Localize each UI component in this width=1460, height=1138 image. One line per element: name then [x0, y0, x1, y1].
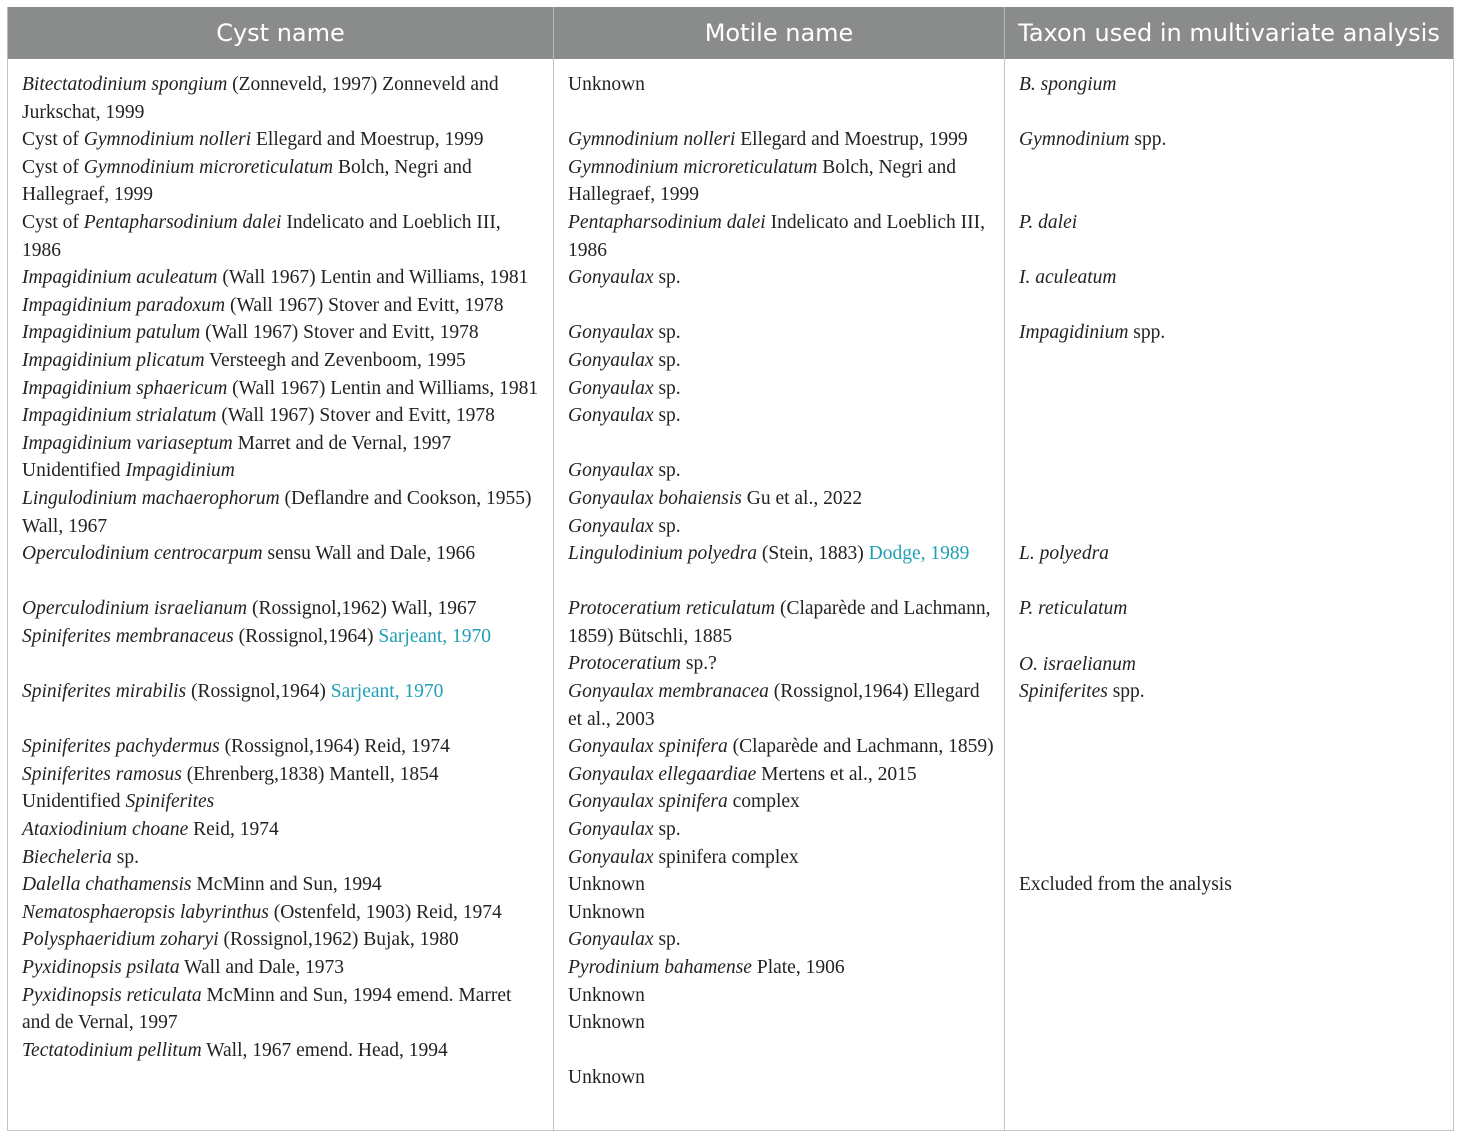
cyst-entry: Tectatodinium pellitum Wall, 1967 emend. Head, 1994 — [22, 1039, 448, 1061]
motile-entry: Gonyaulax sp. — [568, 929, 681, 951]
motile-entry: Protoceratium sp.? — [568, 653, 717, 675]
motile-entry: Unknown — [568, 901, 645, 923]
cyst-entry: Pyxidinopsis psilata Wall and Dale, 1973 — [22, 957, 344, 978]
motile-entry: Gonyaulax sp. — [568, 515, 681, 537]
motile-entry: Gymnodinium microreticulatum Bolch, Negri and Hallegraef, 1999 — [568, 156, 956, 206]
header-motile-name: Motile name — [554, 7, 1005, 59]
cyst-entry: Cyst of Pentapharsodinium dalei Indelicato and Loeblich III, 1986 — [22, 211, 501, 261]
cyst-entry: Cyst of Gymnodinium nolleri Ellegard and Moestrup, 1999 — [22, 129, 484, 151]
motile-entry: Gonyaulax sp. — [568, 460, 681, 482]
cyst-entry: Spiniferites membranaceus (Rossignol,1964) Sarjeant, 1970 — [22, 625, 492, 647]
citation-link[interactable]: Sarjeant, 1970 — [330, 681, 444, 703]
motile-entry: Protoceratium reticulatum (Claparède and Lachmann, 1859) Bütschli, 1885 — [568, 598, 991, 647]
taxon-entry: Gymnodinium spp. — [1019, 129, 1167, 151]
cyst-entry: Operculodinium centrocarpum sensu Wall and Dale, 1966 — [22, 543, 476, 565]
cyst-entry: Nematosphaeropsis labyrinthus (Ostenfeld, 1903) Reid, 1974 — [22, 901, 502, 923]
motile-entry: Gonyaulax spinifera complex — [568, 791, 800, 813]
citation-link[interactable]: Dodge, 1989 — [868, 543, 970, 565]
motile-entry: Pyrodinium bahamense Plate, 1906 — [568, 957, 845, 978]
header-row — [8, 7, 1454, 59]
cyst-entry: Bitectatodinium spongium (Zonneveld, 1997) Zonneveld and Jurkschat, 1999 — [22, 74, 499, 123]
cyst-entry: Polysphaeridium zoharyi (Rossignol,1962) Bujak, 1980 — [22, 929, 459, 951]
taxon-entry: Spiniferites spp. — [1019, 681, 1145, 703]
cyst-entry: Lingulodinium machaerophorum (Deflandre and Cookson, 1955) Wall, 1967 — [22, 487, 532, 537]
motile-entry: Gonyaulax sp. — [568, 267, 681, 289]
cyst-entry: Impagidinium patulum (Wall 1967) Stover and Evitt, 1978 — [22, 322, 479, 344]
cyst-entry: Spiniferites ramosus (Ehrenberg,1838) Mantell, 1854 — [22, 763, 439, 785]
cyst-entry: Operculodinium israelianum (Rossignol,1962) Wall, 1967 — [22, 598, 477, 620]
header-taxon: Taxon used in multivariate analysis — [1005, 7, 1454, 59]
header-cyst-name: Cyst name — [8, 7, 554, 59]
cyst-entry: Unidentified Impagidinium — [22, 460, 235, 482]
taxonomy-table — [7, 7, 1454, 1131]
motile-entry: Gonyaulax spinifera complex — [568, 846, 799, 868]
motile-entry: Gonyaulax ellegaardiae Mertens et al., 2015 — [568, 763, 917, 785]
motile-entry: Gonyaulax sp. — [568, 349, 681, 371]
taxon-entry: P. dalei — [1019, 211, 1078, 233]
taxon-column — [1005, 59, 1454, 1131]
cyst-entry: Impagidinium sphaericum (Wall 1967) Lentin and Williams, 1981 — [22, 377, 539, 399]
taxon-entry: O. israelianum — [1019, 653, 1136, 675]
cyst-entry: Pyxidinopsis reticulata McMinn and Sun, 1994 emend. Marret and de Vernal, 1997 — [22, 984, 512, 1034]
motile-entry: Gonyaulax sp. — [568, 322, 681, 344]
taxon-entry: Impagidinium spp. — [1019, 322, 1166, 344]
motile-entry: Gonyaulax sp. — [568, 405, 681, 427]
cyst-entry: Impagidinium strialatum (Wall 1967) Stover and Evitt, 1978 — [22, 405, 495, 427]
cyst-entry: Impagidinium plicatum Versteegh and Zevenboom, 1995 — [22, 349, 466, 371]
taxon-entry: L. polyedra — [1019, 543, 1109, 565]
cyst-entry: Ataxiodinium choane Reid, 1974 — [22, 819, 279, 841]
cyst-entry: Dalella chathamensis McMinn and Sun, 1994 — [22, 874, 382, 896]
motile-entry: Unknown — [568, 1067, 645, 1089]
taxon-entry: B. spongium — [1019, 74, 1117, 95]
taxon-entry: P. reticulatum — [1019, 598, 1128, 620]
cyst-entry: Impagidinium variaseptum Marret and de Vernal, 1997 — [22, 432, 452, 454]
taxon-entry: Excluded from the analysis — [1019, 874, 1232, 896]
cyst-entry: Spiniferites pachydermus (Rossignol,1964) Reid, 1974 — [22, 736, 450, 758]
cyst-entry: Impagidinium paradoxum (Wall 1967) Stover and Evitt, 1978 — [22, 294, 504, 316]
table-body-row — [8, 59, 1454, 1131]
cyst-name-column — [8, 59, 554, 1131]
motile-entry: Gonyaulax sp. — [568, 377, 681, 399]
motile-entry: Gonyaulax bohaiensis Gu et al., 2022 — [568, 487, 863, 509]
motile-entry: Unknown — [568, 984, 645, 1006]
cyst-entry: Spiniferites mirabilis (Rossignol,1964) Sarjeant, 1970 — [22, 681, 444, 703]
cyst-entry: Biecheleria sp. — [22, 846, 139, 868]
motile-entry: Gymnodinium nolleri Ellegard and Moestrup, 1999 — [568, 129, 968, 151]
motile-entry: Pentapharsodinium dalei Indelicato and Loeblich III, 1986 — [568, 211, 985, 261]
motile-entry: Unknown — [568, 874, 645, 896]
cyst-entry: Unidentified Spiniferites — [22, 791, 215, 813]
citation-link[interactable]: Sarjeant, 1970 — [378, 625, 492, 647]
motile-entry: Unknown — [568, 1012, 645, 1034]
cyst-entry: Cyst of Gymnodinium microreticulatum Bolch, Negri and Hallegraef, 1999 — [22, 156, 472, 206]
motile-name-column — [554, 59, 1005, 1131]
motile-entry: Unknown — [568, 74, 645, 95]
cyst-entry: Impagidinium aculeatum (Wall 1967) Lentin and Williams, 1981 — [22, 267, 529, 289]
motile-entry: Gonyaulax spinifera (Claparède and Lachmann, 1859) — [568, 736, 994, 758]
motile-entry: Gonyaulax membranacea (Rossignol,1964) Ellegard et al., 2003 — [568, 681, 980, 730]
motile-entry: Gonyaulax sp. — [568, 819, 681, 841]
motile-entry: Lingulodinium polyedra (Stein, 1883) Dodge, 1989 — [568, 543, 970, 565]
taxon-entry: I. aculeatum — [1019, 267, 1117, 289]
